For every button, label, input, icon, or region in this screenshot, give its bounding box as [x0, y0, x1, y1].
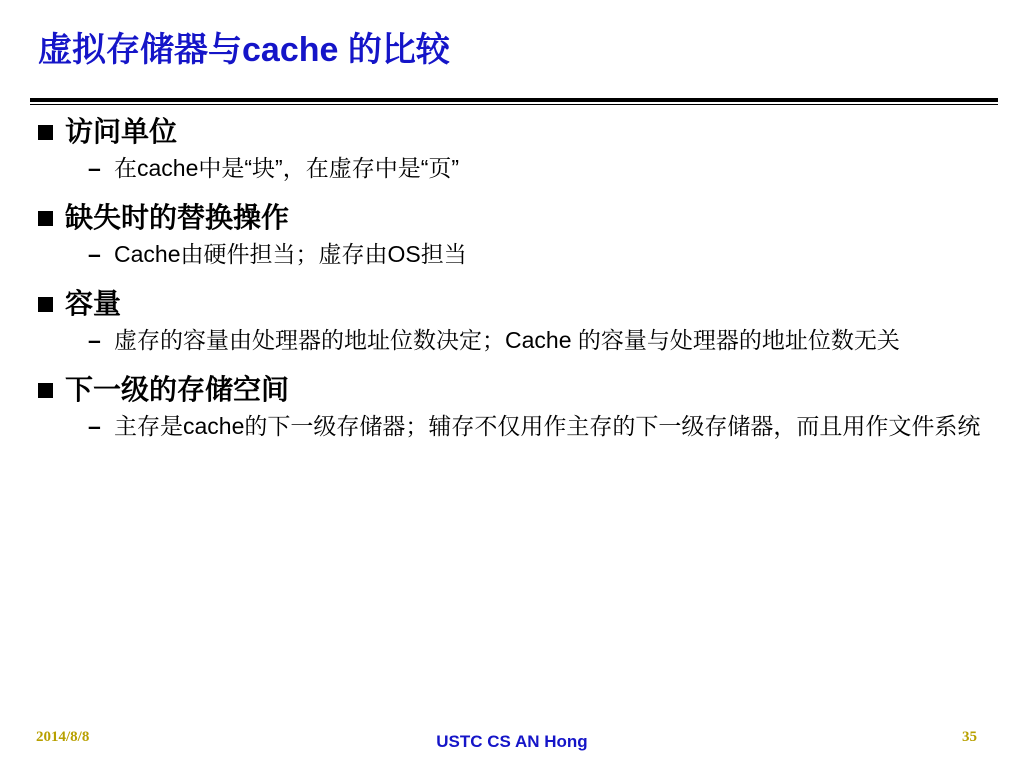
section-next-level-storage — [36, 370, 986, 442]
slide-content — [36, 112, 986, 456]
sub-bullet — [88, 238, 986, 270]
square-bullet-icon — [38, 211, 53, 226]
section-capacity — [36, 284, 986, 356]
bullet-heading — [36, 198, 986, 238]
dash-bullet-icon: – — [88, 327, 101, 353]
dash-bullet-icon: – — [88, 241, 101, 267]
bullet-heading-text: 下一级的存储空间 — [65, 374, 290, 405]
bullet-heading — [36, 112, 986, 152]
section-miss-replacement — [36, 198, 986, 270]
dash-bullet-icon: – — [88, 413, 101, 439]
bullet-heading — [36, 284, 986, 324]
footer-author: USTC CS AN Hong — [436, 732, 588, 751]
sub-bullet-text: 主存是cache的下一级存储器；辅存不仅用作主存的下一级存储器，而且用作文件系统 — [114, 413, 981, 439]
bullet-heading-text: 缺失时的替换操作 — [65, 202, 290, 233]
sub-bullet — [88, 324, 986, 356]
footer-date: 2014/8/8 — [36, 729, 90, 745]
sub-bullet-text: Cache由硬件担当；虚存由OS担当 — [114, 241, 467, 267]
title-divider-thin — [30, 104, 998, 105]
bullet-heading-text: 访问单位 — [65, 116, 178, 147]
sub-bullet — [88, 410, 986, 442]
square-bullet-icon — [38, 125, 53, 140]
dash-bullet-icon: – — [88, 155, 101, 181]
section-access-unit — [36, 112, 986, 184]
bullet-heading-text: 容量 — [65, 288, 122, 319]
sub-bullet-text: 在cache中是“块”，在虚存中是“页” — [114, 155, 460, 181]
sub-bullet — [88, 152, 986, 184]
title-divider-thick — [30, 98, 998, 102]
square-bullet-icon — [38, 383, 53, 398]
page-number: 35 — [962, 729, 977, 745]
bullet-heading — [36, 370, 986, 410]
square-bullet-icon — [38, 297, 53, 312]
sub-bullet-text: 虚存的容量由处理器的地址位数决定；Cache 的容量与处理器的地址位数无关 — [114, 327, 900, 353]
slide-title: 虚拟存储器与cache 的比较 — [38, 31, 450, 69]
